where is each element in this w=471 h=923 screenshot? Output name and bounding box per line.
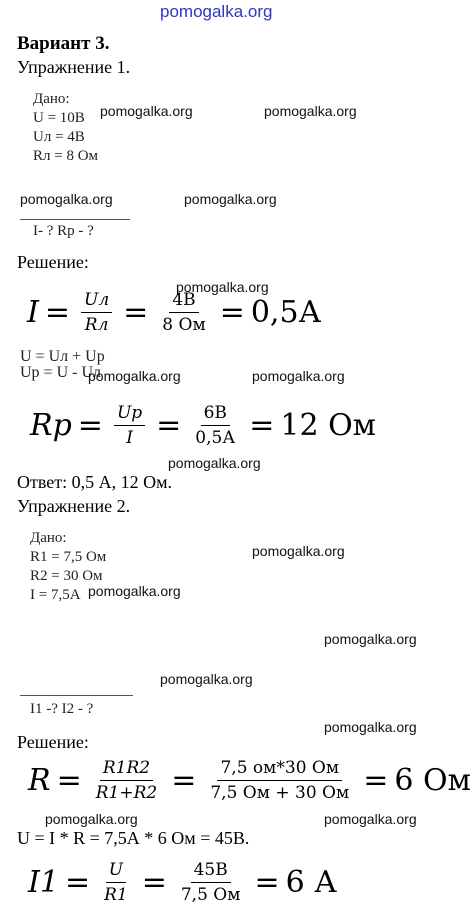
formula-lhs: I1 [28,865,59,900]
fraction [192,403,238,448]
given-line: Rл = 8 Ом [33,148,99,164]
watermark: pomogalka.org [20,191,113,207]
exercise-1-title: Упражнение 1. [17,57,131,77]
denominator: 7,5 Ом [180,885,241,905]
formula-lhs: I [27,295,39,330]
fraction [207,758,352,803]
formula-result: 12 Ом [280,408,376,443]
watermark: pomogalka.org [252,368,345,384]
given-label: Дано: [30,530,67,546]
exercise-1-solution-label: Решение: [17,252,89,272]
exercise-1-answer: Ответ: 0,5 А, 12 Ом. [17,472,173,492]
formula-result: 0,5А [250,295,322,330]
watermark: pomogalka.org [160,671,253,687]
watermark: pomogalka.org [324,811,417,827]
denominator: I [126,428,133,448]
watermark: pomogalka.org [184,191,277,207]
watermark: pomogalka.org [252,543,345,559]
fraction [114,403,145,448]
denominator: 7,5 Ом + 30 Ом [210,783,350,803]
relation-line: U = Uл + Uр [20,348,105,365]
numerator: Uл [81,290,112,313]
numerator: R1R2 [100,758,153,781]
watermark: pomogalka.org [324,631,417,647]
given-label: Дано: [33,91,70,107]
formula-lhs: R [28,763,51,798]
formula-resistance: Rp = $\frac{Up}{I}$ = $\frac{6В}{0,5А}$ = 12 Ом [30,403,376,448]
fraction [81,290,112,335]
fraction [93,758,160,803]
watermark: pomogalka.org [324,719,417,735]
fraction [101,860,131,905]
fraction [159,290,208,335]
given-line: U = 10В [33,110,85,126]
watermark: pomogalka.org [88,368,181,384]
exercise-2-solution-label: Решение: [17,732,89,752]
variant-title: Вариант 3. [17,33,110,54]
numerator: Up [114,403,145,426]
numerator: 4В [169,290,198,313]
relation-line: Uр = U - Uл [20,364,101,381]
numerator: 45В [191,860,231,883]
exercise-2-title: Упражнение 2. [17,496,131,516]
watermark-top[interactable]: pomogalka.org [160,2,273,21]
watermark: pomogalka.org [88,583,181,599]
given-divider [20,219,130,220]
watermark: pomogalka.org [168,455,261,471]
exercise-2-find: I1 -? I2 - ? [30,701,94,717]
fraction [178,860,244,905]
watermark: pomogalka.org [45,811,138,827]
given-line: R2 = 30 Ом [30,568,103,584]
numerator: 6В [201,403,230,426]
exercise-1-find: I- ? Rр - ? [33,223,94,239]
watermark: pomogalka.org [100,103,193,119]
formula-current: I = $\frac{Uл}{Rл}$ = $\frac{4В}{8 Ом}$ = 0,5А [27,290,322,335]
denominator: R1 [104,885,128,905]
given-line: Uл = 4В [33,129,85,145]
denominator: Rл [84,315,109,335]
watermark: pomogalka.org [176,279,269,295]
given-line: I = 7,5А [30,587,81,603]
exercise-1-given [33,90,98,166]
given-divider [20,695,133,696]
denominator: R1+R2 [95,783,158,803]
given-line: R1 = 7,5 Ом [30,549,107,565]
formula-branch-current: I1 = $\frac{U}{R1}$ = $\frac{45В}{7,5 Ом}$ = 6 А [28,860,337,905]
numerator: U [106,860,126,883]
formula-total-resistance: R = $\frac{R1R2}{R1+R2}$ = $\frac{7,5 ом*30 Ом}{7,5 Ом + 30 Ом}$ = 6 Ом [28,758,471,803]
voltage-calculation: U = I * R = 7,5А * 6 Ом = 45В. [17,828,250,848]
formula-lhs: Rp [30,408,72,443]
denominator: 0,5А [195,428,236,448]
watermark: pomogalka.org [264,103,357,119]
formula-result: 6 Ом [394,763,471,798]
formula-result: 6 А [285,865,337,900]
denominator: 8 Ом [162,315,206,335]
numerator: 7,5 ом*30 Ом [217,758,342,781]
